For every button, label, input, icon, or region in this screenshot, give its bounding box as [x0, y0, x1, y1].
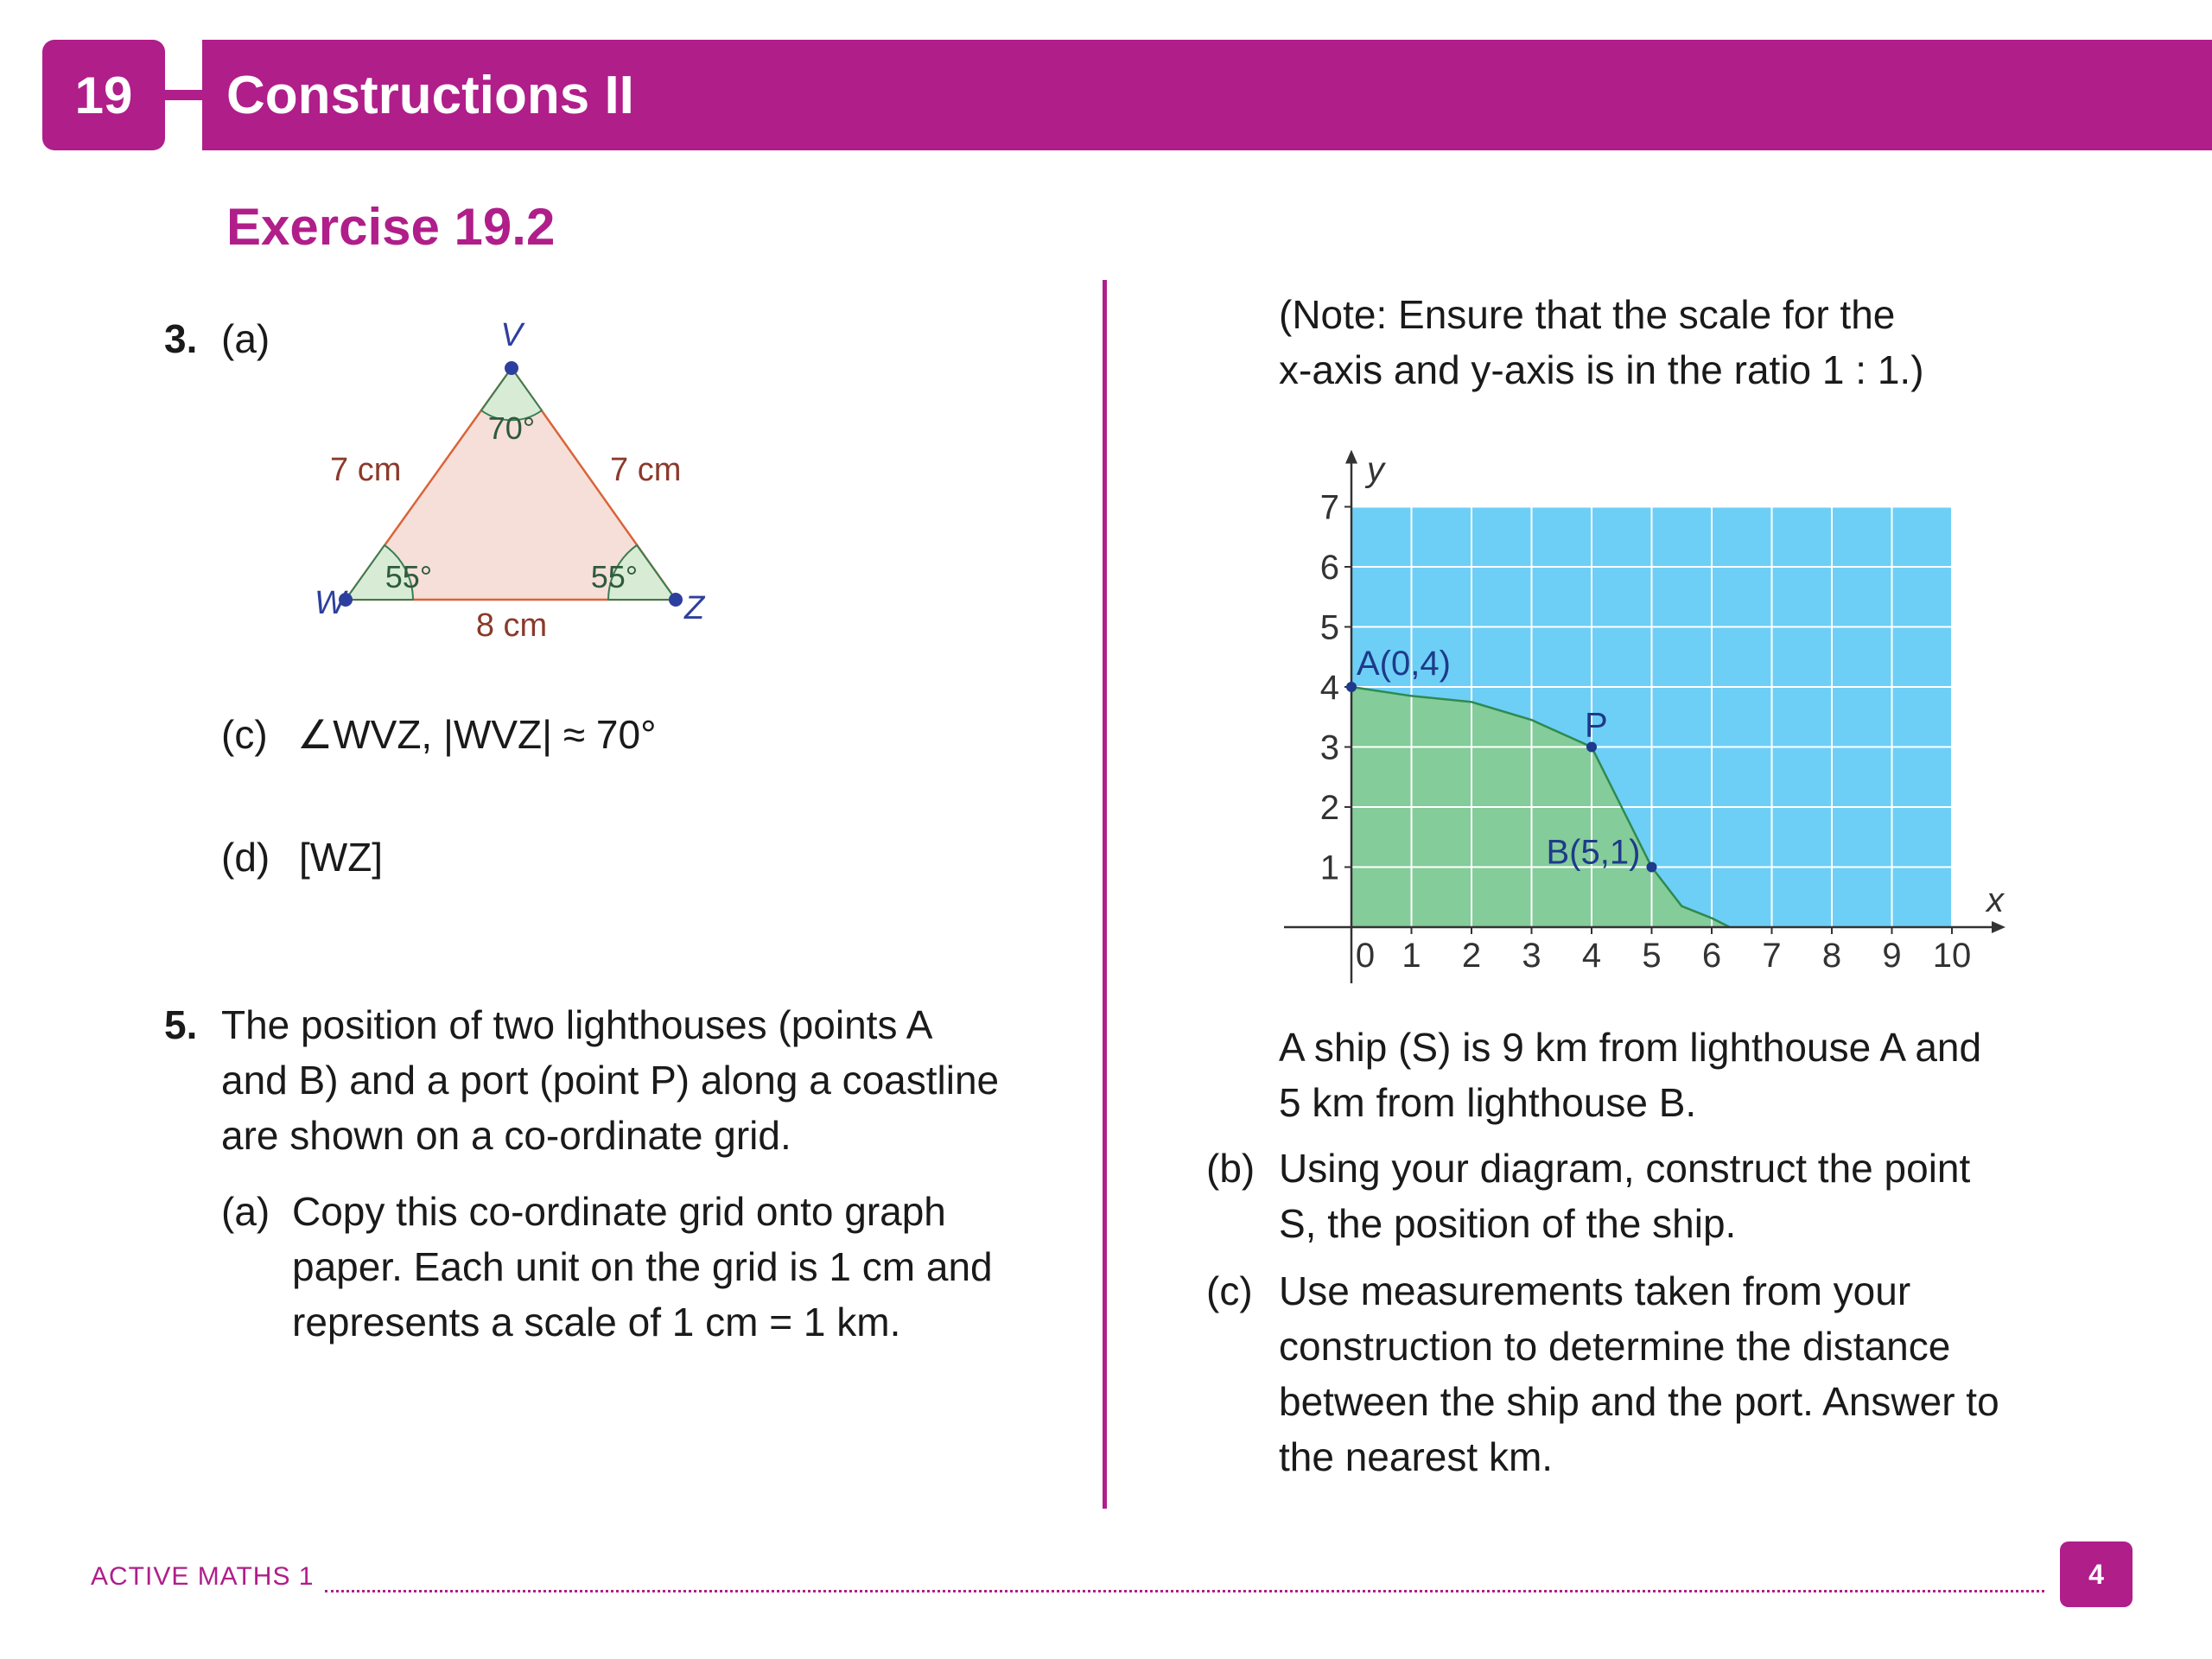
- question-3-part-d-label: (d): [221, 835, 270, 880]
- column-divider: [1103, 280, 1107, 1509]
- question-5-part-c-text: [1279, 1263, 1999, 1484]
- page-number: 4: [2060, 1541, 2133, 1607]
- point-label: P: [1585, 706, 1608, 745]
- question-5-part-c-label: (c): [1206, 1268, 1253, 1313]
- question-5-intro: [221, 997, 999, 1163]
- x-tick-label: 4: [1581, 937, 1602, 975]
- question-3-part-d-text: [WZ]: [299, 835, 384, 880]
- chapter-number: 19: [42, 40, 165, 150]
- question-3-number: 3.: [164, 316, 198, 361]
- question-5-part-a-line: paper. Each unit on the grid is 1 cm and: [292, 1244, 993, 1289]
- question-5-number: 5.: [164, 1002, 198, 1047]
- vertex-z-label: Z: [684, 590, 705, 626]
- x-tick-label: 8: [1821, 937, 1842, 975]
- vertex-v-dot: [505, 361, 518, 375]
- y-axis-label: y: [1367, 450, 1384, 489]
- question-5-part-b-line: Using your diagram, construct the point: [1279, 1146, 1971, 1191]
- question-3-part-c-text: ∠WVZ, |WVZ| ≈ 70°: [297, 712, 657, 757]
- grid-layer: [1284, 450, 2005, 984]
- x-axis-arrow: [1992, 921, 2005, 933]
- question-5-part-a-line: Copy this co-ordinate grid onto graph: [292, 1189, 946, 1234]
- exercise-title: Exercise 19.2: [226, 198, 556, 256]
- coordinate-grid: [1279, 439, 2022, 983]
- y-tick-label: 4: [1319, 669, 1339, 707]
- question-5-note-line: x-axis and y-axis is in the ratio 1 : 1.): [1279, 347, 1924, 392]
- question-5-ship-line: A ship (S) is 9 km from lighthouse A and: [1279, 1025, 1982, 1070]
- side-vz-label: 7 cm: [610, 452, 682, 488]
- triangle-diagram: [285, 311, 734, 657]
- y-axis-arrow: [1345, 450, 1357, 464]
- question-5-ship-line: 5 km from lighthouse B.: [1279, 1080, 1697, 1125]
- point-marker: [1346, 682, 1357, 692]
- x-tick-label: 2: [1461, 937, 1482, 975]
- angle-z-label: 55°: [590, 559, 639, 594]
- x-tick-label: 1: [1402, 937, 1421, 975]
- point-label: B(5,1): [1546, 833, 1641, 872]
- point-marker: [1647, 862, 1657, 873]
- vertex-z-dot: [669, 593, 683, 607]
- y-tick-label: 5: [1319, 608, 1339, 647]
- vertex-v-label: V: [500, 317, 523, 353]
- x-tick-label: 0: [1355, 937, 1376, 975]
- question-5-ship-info: [1279, 1020, 1981, 1130]
- question-5-note: [1279, 287, 1924, 397]
- chapter-title: Constructions II: [226, 65, 634, 125]
- question-5-part-b-label: (b): [1206, 1146, 1255, 1191]
- question-5-intro-line: are shown on a co-ordinate grid.: [221, 1113, 791, 1158]
- chapter-banner-connector: [165, 90, 202, 100]
- side-vw-label: 7 cm: [330, 452, 402, 488]
- question-5-part-c-line: construction to determine the distance: [1279, 1324, 1951, 1369]
- angle-w-label: 55°: [385, 559, 433, 594]
- question-5-part-a-text: [292, 1184, 993, 1350]
- question-5-intro-line: and B) and a port (point P) along a coastline: [221, 1058, 1000, 1103]
- question-5-part-c-line: Use measurements taken from your: [1279, 1268, 1911, 1313]
- x-tick-label: 9: [1882, 937, 1902, 975]
- question-5-intro-line: The position of two lighthouses (points A: [221, 1002, 933, 1047]
- question-5-part-b-line: S, the position of the ship.: [1279, 1201, 1737, 1246]
- side-wz-label: 8 cm: [475, 607, 548, 644]
- x-tick-label: 6: [1701, 937, 1722, 975]
- y-tick-label: 1: [1319, 849, 1339, 887]
- question-5-part-b-text: [1279, 1141, 1970, 1251]
- vertex-w-label: W: [315, 585, 346, 621]
- y-tick-label: 2: [1319, 789, 1339, 827]
- question-5-note-line: (Note: Ensure that the scale for the: [1279, 292, 1896, 337]
- question-5-part-c-line: between the ship and the port. Answer to: [1279, 1379, 1999, 1424]
- question-5-part-a-label: (a): [221, 1189, 270, 1234]
- x-axis-label: x: [1986, 881, 2004, 919]
- y-tick-label: 7: [1319, 488, 1339, 527]
- x-tick-label: 10: [1932, 937, 1972, 975]
- y-tick-label: 6: [1319, 549, 1339, 587]
- question-5-part-a-line: represents a scale of 1 cm = 1 km.: [292, 1300, 901, 1344]
- x-tick-label: 5: [1642, 937, 1662, 975]
- question-3-part-a-label: (a): [221, 316, 270, 361]
- question-3-part-c-label: (c): [221, 712, 268, 757]
- point-label: A(0,4): [1357, 645, 1451, 683]
- x-tick-label: 3: [1522, 937, 1541, 975]
- angle-v-label: 70°: [487, 410, 536, 446]
- x-tick-label: 7: [1762, 937, 1782, 975]
- footer-book-title: ACTIVE MATHS 1: [91, 1562, 315, 1591]
- footer-dotted-rule: [325, 1590, 2044, 1592]
- y-tick-label: 3: [1319, 728, 1339, 767]
- question-5-part-c-line: the nearest km.: [1279, 1434, 1554, 1479]
